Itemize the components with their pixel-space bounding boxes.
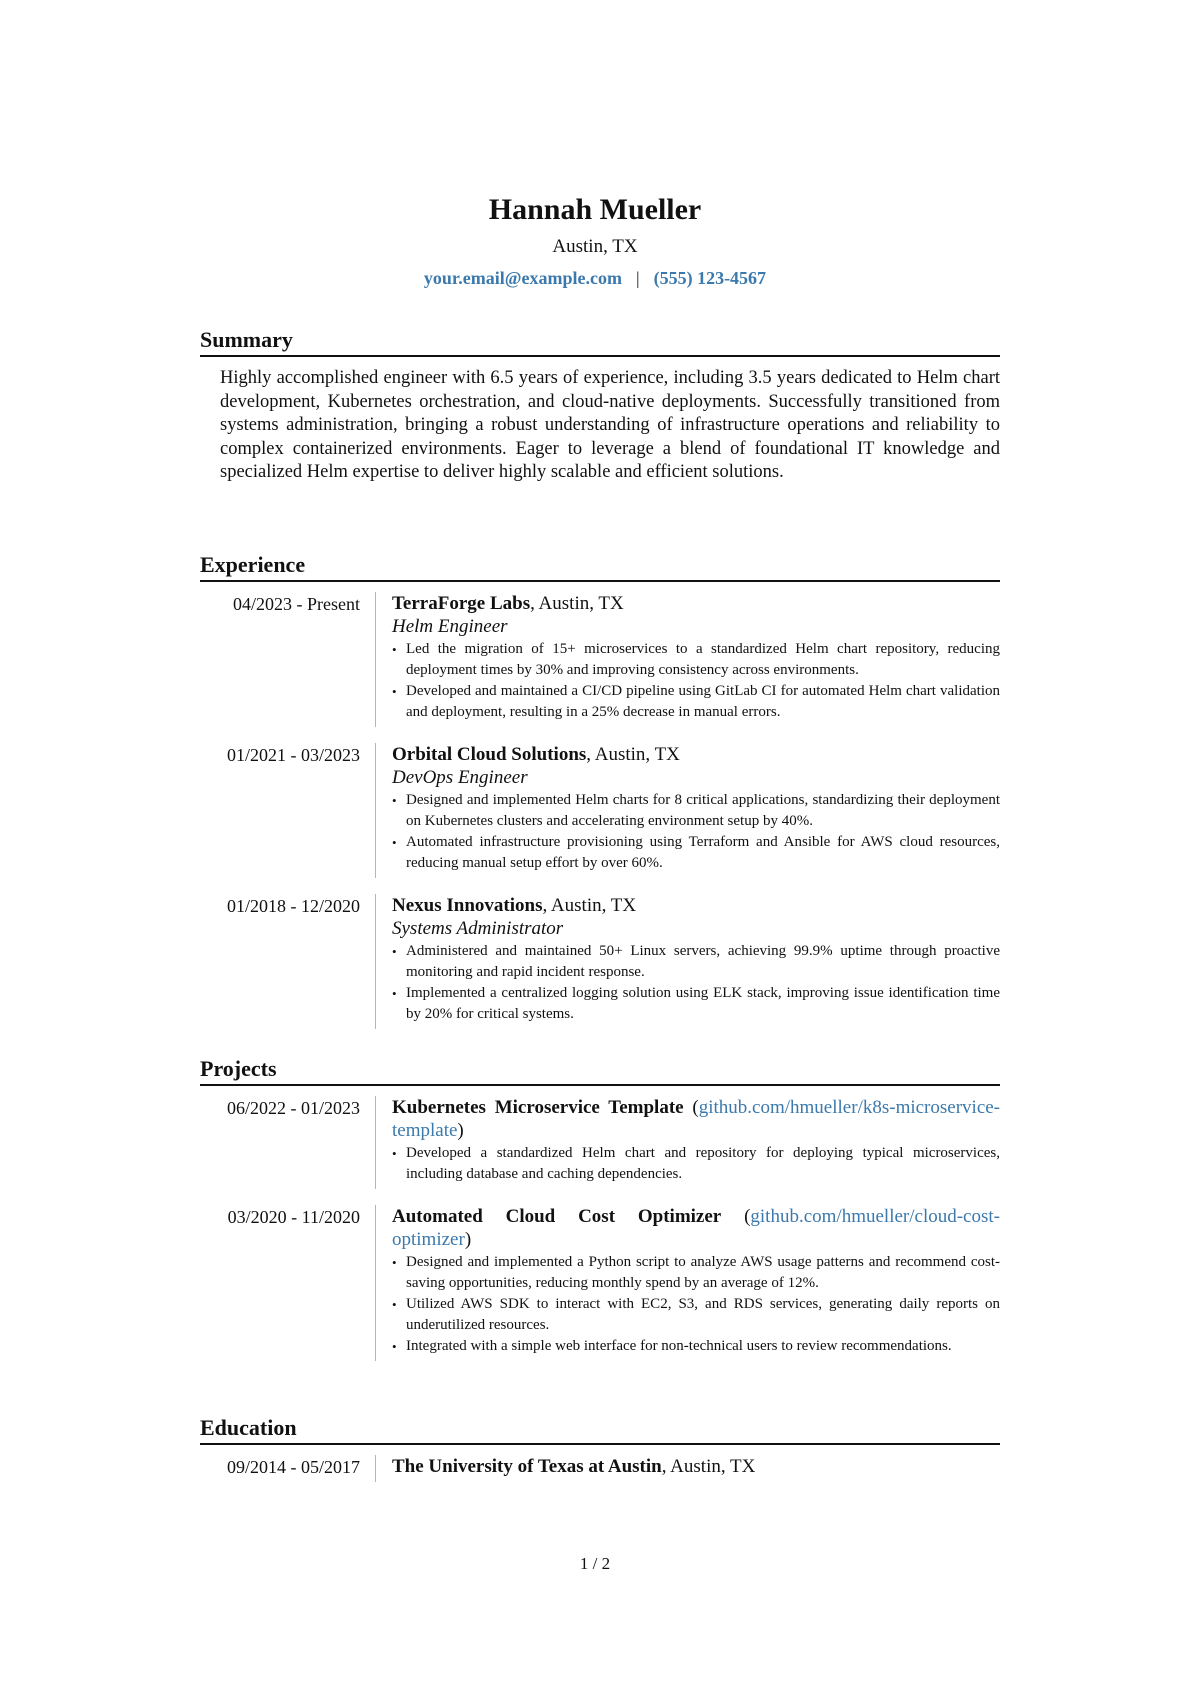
education-section [200,1414,1000,1498]
project-entry [200,1096,1000,1189]
summary-title: Summary [200,326,1000,357]
job-title: DevOps Engineer [392,767,528,788]
company-location: , Austin, TX [542,895,637,916]
company-name: TerraForge Labs [392,593,531,614]
experience-dates: 01/2021 - 03/2023 [227,745,360,765]
project-link[interactable]: github.com/hmueller/cloud-cost-optimizer [392,1206,1000,1250]
bullet-item: • Integrated with a simple web interface for non-technical users to review recommendations. [392,1336,1000,1357]
bullet-item: • Developed and maintained a CI/CD pipeline using GitLab CI for automated Helm chart validation and deployment, resulting in a 25% decrease in manual errors. [392,681,1000,723]
candidate-name: Hannah Mueller [488,193,702,226]
project-link[interactable]: github.com/hmueller/k8s-microservice-template [392,1097,1001,1141]
candidate-location: Austin, TX [552,236,638,257]
school-location: , Austin, TX [661,1456,756,1477]
education-dates: 09/2014 - 05/2017 [227,1457,360,1477]
resume-header [0,190,1190,291]
bullet-item: • Implemented a centralized logging solution using ELK stack, improving issue identification time by 20% for critical systems. [392,983,1000,1025]
project-dates: 03/2020 - 11/2020 [227,1207,360,1227]
experience-bullets [392,941,1000,1025]
experience-body [375,592,1000,727]
bullet-item: • Utilized AWS SDK to interact with EC2, S3, and RDS services, generating daily reports on underutilized resources. [392,1294,1000,1336]
experience-employer [392,743,1000,766]
summary-text: Highly accomplished engineer with 6.5 years of experience, including 3.5 years dedicated to Helm chart development, Kubernetes orchestration, and cloud-native deployments. Successfully transitioned from systems administration, bringing a robust understanding of infrastructure operations and reliability to complex containerized environments. Eager to leverage a blend of foundational IT knowledge and specialized Helm expertise to deliver highly scalable and efficient solutions. [220,368,1000,482]
education-institution [392,1455,1000,1478]
projects-section [200,1055,1000,1377]
contact-line [0,265,1190,291]
project-body [375,1205,1000,1361]
job-title: Helm Engineer [392,616,508,637]
phone-link[interactable]: (555) 123-4567 [653,268,767,288]
education-entry [200,1455,1000,1482]
experience-bullets [392,639,1000,723]
bullet-item: • Administered and maintained 50+ Linux servers, achieving 99.9% uptime through proactive monitoring and rapid incident response. [392,941,1000,983]
project-body [375,1096,1000,1189]
email-link[interactable]: your.email@example.com [423,268,622,288]
project-bullets [392,1143,1000,1185]
experience-body [375,894,1000,1029]
job-title: Systems Administrator [392,918,564,939]
experience-employer [392,894,1000,917]
company-name: Orbital Cloud Solutions [392,744,587,765]
experience-dates: 04/2023 - Present [233,594,360,614]
project-heading: Kubernetes Microservice Template (github.com/hmueller/k8s-microservice-template) [392,1097,1001,1141]
company-name: Nexus Innovations [392,895,543,916]
experience-dates: 01/2018 - 12/2020 [227,896,360,916]
project-entry [200,1205,1000,1361]
experience-employer [392,592,1000,615]
contact-separator: | [635,268,640,288]
education-title: Education [200,1414,1000,1445]
page-number: 1 / 2 [579,1554,611,1573]
experience-entry [200,743,1000,878]
company-location: , Austin, TX [586,744,680,765]
bullet-item: • Designed and implemented Helm charts for 8 critical applications, standardizing their deployment on Kubernetes clusters and accelerating environment setup by 40%. [392,790,1000,832]
summary-section [200,326,1000,485]
bullet-item: • Developed a standardized Helm chart and repository for deploying typical microservices, including database and caching dependencies. [392,1143,1000,1185]
experience-body [375,743,1000,878]
bullet-item: • Automated infrastructure provisioning using Terraform and Ansible for AWS cloud resources, reducing manual setup effort by over 60%. [392,832,1000,874]
experience-entry [200,894,1000,1029]
bullet-item: • Designed and implemented a Python script to analyze AWS usage patterns and recommend cost-saving opportunities, reducing monthly spend by an average of 12%. [392,1252,1000,1294]
experience-entry [200,592,1000,727]
bullet-item: • Led the migration of 15+ microservices to a standardized Helm chart repository, reducing deployment times by 30% and improving consistency across environments. [392,639,1000,681]
projects-title: Projects [200,1055,1000,1086]
education-body [375,1455,1000,1482]
experience-bullets [392,790,1000,874]
project-name: Automated Cloud Cost Optimizer [392,1206,722,1227]
project-heading: Automated Cloud Cost Optimizer (github.com/hmueller/cloud-cost-optimizer) [392,1206,1000,1250]
project-dates: 06/2022 - 01/2023 [227,1098,360,1118]
project-bullets [392,1252,1000,1357]
school-name: The University of Texas at Austin [392,1456,662,1477]
experience-section [200,551,1000,1045]
project-name: Kubernetes Microservice Template [392,1097,684,1118]
experience-title: Experience [200,551,1000,582]
company-location: , Austin, TX [530,593,624,614]
